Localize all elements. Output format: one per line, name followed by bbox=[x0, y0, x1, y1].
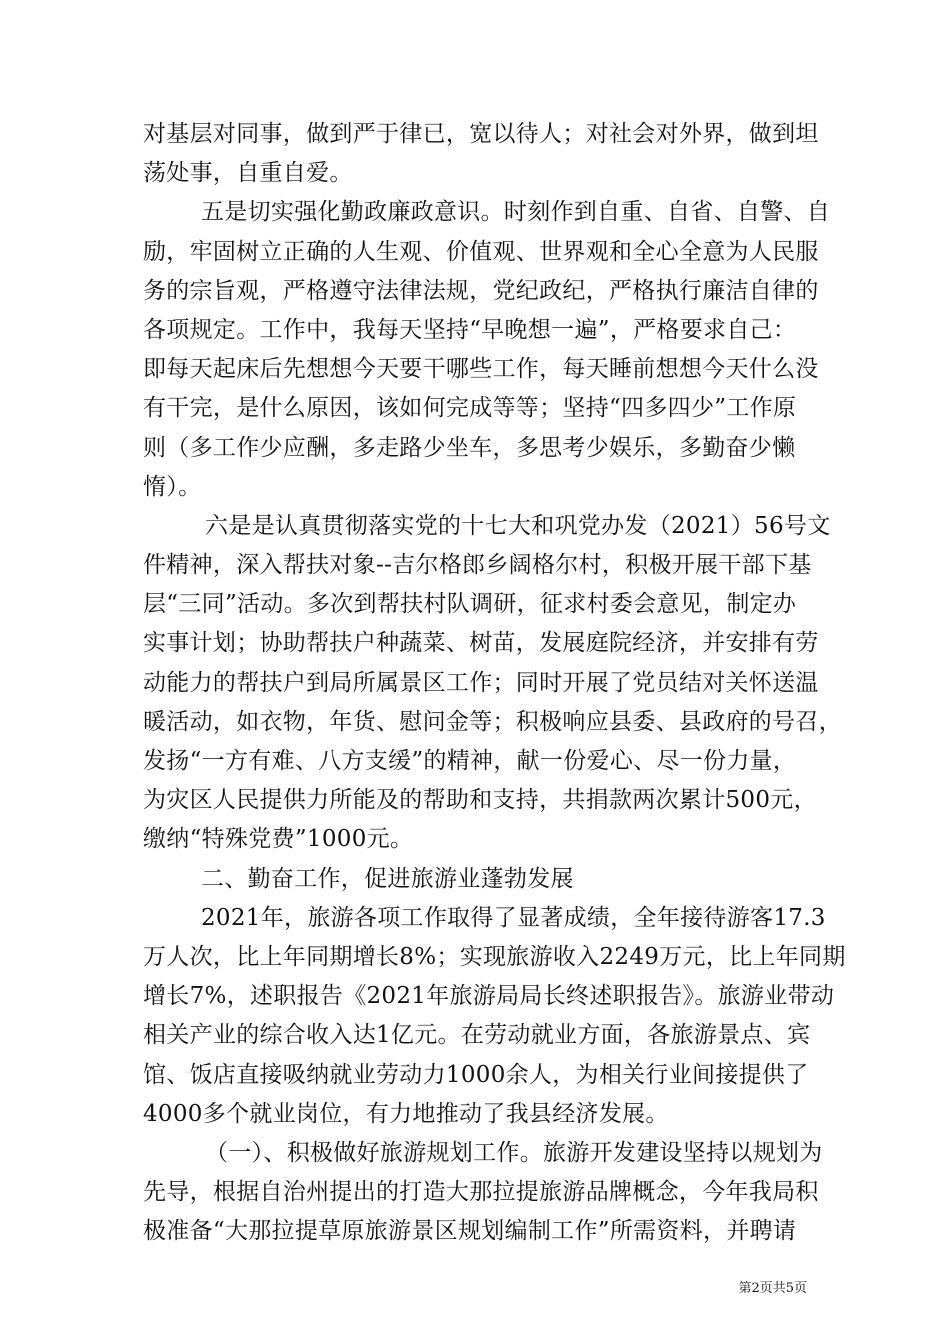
text-line: 缴纳“特殊党费”1000元。 bbox=[143, 826, 414, 853]
text-line: 层“三同”活动。多次到帮扶村队调研，征求村委会意见，制定办 bbox=[143, 591, 797, 618]
text-line: 对基层对同事，做到严于律已，宽以待人；对社会对外界，做到坦 bbox=[143, 121, 819, 147]
text-line: 惰）。 bbox=[143, 473, 202, 500]
text-line: 相关产业的综合收入达1亿元。在劳动就业方面，各旅游景点、宾 bbox=[143, 1022, 811, 1049]
text-line: 发扬“一方有难、八方支缓”的精神，献一份爱心、尽一份力量， bbox=[143, 748, 797, 774]
text-line: 极准备“大那拉提草原旅游景区规划编制工作”所需资料，并聘请 bbox=[143, 1218, 797, 1245]
text-line: 五是切实强化勤政廉政意识。时刻作到自重、自省、自警、自 bbox=[201, 199, 831, 226]
text-line: 暖活动，如衣物，年货、慰问金等；积极响应县委、县政府的号召， bbox=[143, 708, 842, 735]
text-line: 实事计划；协助帮扶户种蔬菜、树苗，发展庭院经济，并安排有劳 bbox=[143, 630, 819, 657]
text-line: 务的宗旨观，严格遵守法律法规，党纪政纪，严格执行廉洁自律的 bbox=[143, 277, 819, 304]
text-line: 励，牢固树立正确的人生观、价值观、世界观和全心全意为人民服 bbox=[143, 238, 819, 265]
text-line: 万人次，比上年同期增长8%；实现旅游收入2249万元，比上年同期 bbox=[143, 943, 846, 970]
text-line: 有干完，是什么原因，该如何完成等等；坚持“四多四少”工作原 bbox=[143, 395, 797, 422]
page-number: 第2页共5页 bbox=[738, 1281, 807, 1296]
text-line: 2021年，旅游各项工作取得了显著成绩，全年接待游客17.3 bbox=[201, 904, 826, 931]
text-line: 六是是认真贯彻落实党的十七大和巩党办发（2021）56号文 bbox=[205, 512, 831, 539]
text-line: 件精神，深入帮扶对象--吉尔格郎乡阔格尔村，积极开展干部下基 bbox=[143, 552, 812, 579]
text-line: 4000多个就业岗位，有力地推动了我县经济发展。 bbox=[143, 1100, 669, 1127]
text-line: 则（多工作少应酬，多走路少坐车，多思考少娱乐，多勤奋少懒 bbox=[143, 434, 796, 461]
text-line: 动能力的帮扶户到局所属景区工作；同时开展了党员结对关怀送温 bbox=[143, 669, 819, 696]
text-line: 二、勤奋工作，促进旅游业蓬勃发展 bbox=[201, 865, 574, 892]
text-line: 馆、饭店直接吸纳就业劳动力1000余人，为相关行业间接提供了 bbox=[143, 1061, 809, 1088]
text-line: 即每天起床后先想想今天要干哪些工作，每天睡前想想今天什么没 bbox=[143, 356, 819, 383]
text-line: 为灾区人民提供力所能及的帮助和支持，共捐款两次累计500元， bbox=[143, 787, 817, 814]
text-line: 各项规定。工作中，我每天坚持“早晚想一遍”，严格要求自己： bbox=[143, 316, 797, 343]
text-line: 荡处事，自重自爱。 bbox=[143, 160, 353, 187]
text-line: 增长7%，述职报告《2021年旅游局局长终述职报告》。旅游业带动 bbox=[143, 983, 835, 1010]
text-line: 先导，根据自治州提出的打造大那拉提旅游品牌概念，今年我局积 bbox=[143, 1179, 819, 1206]
text-line: （一）、积极做好旅游规划工作。旅游开发建设坚持以规划为 bbox=[205, 1139, 823, 1166]
document-body bbox=[143, 120, 846, 1256]
